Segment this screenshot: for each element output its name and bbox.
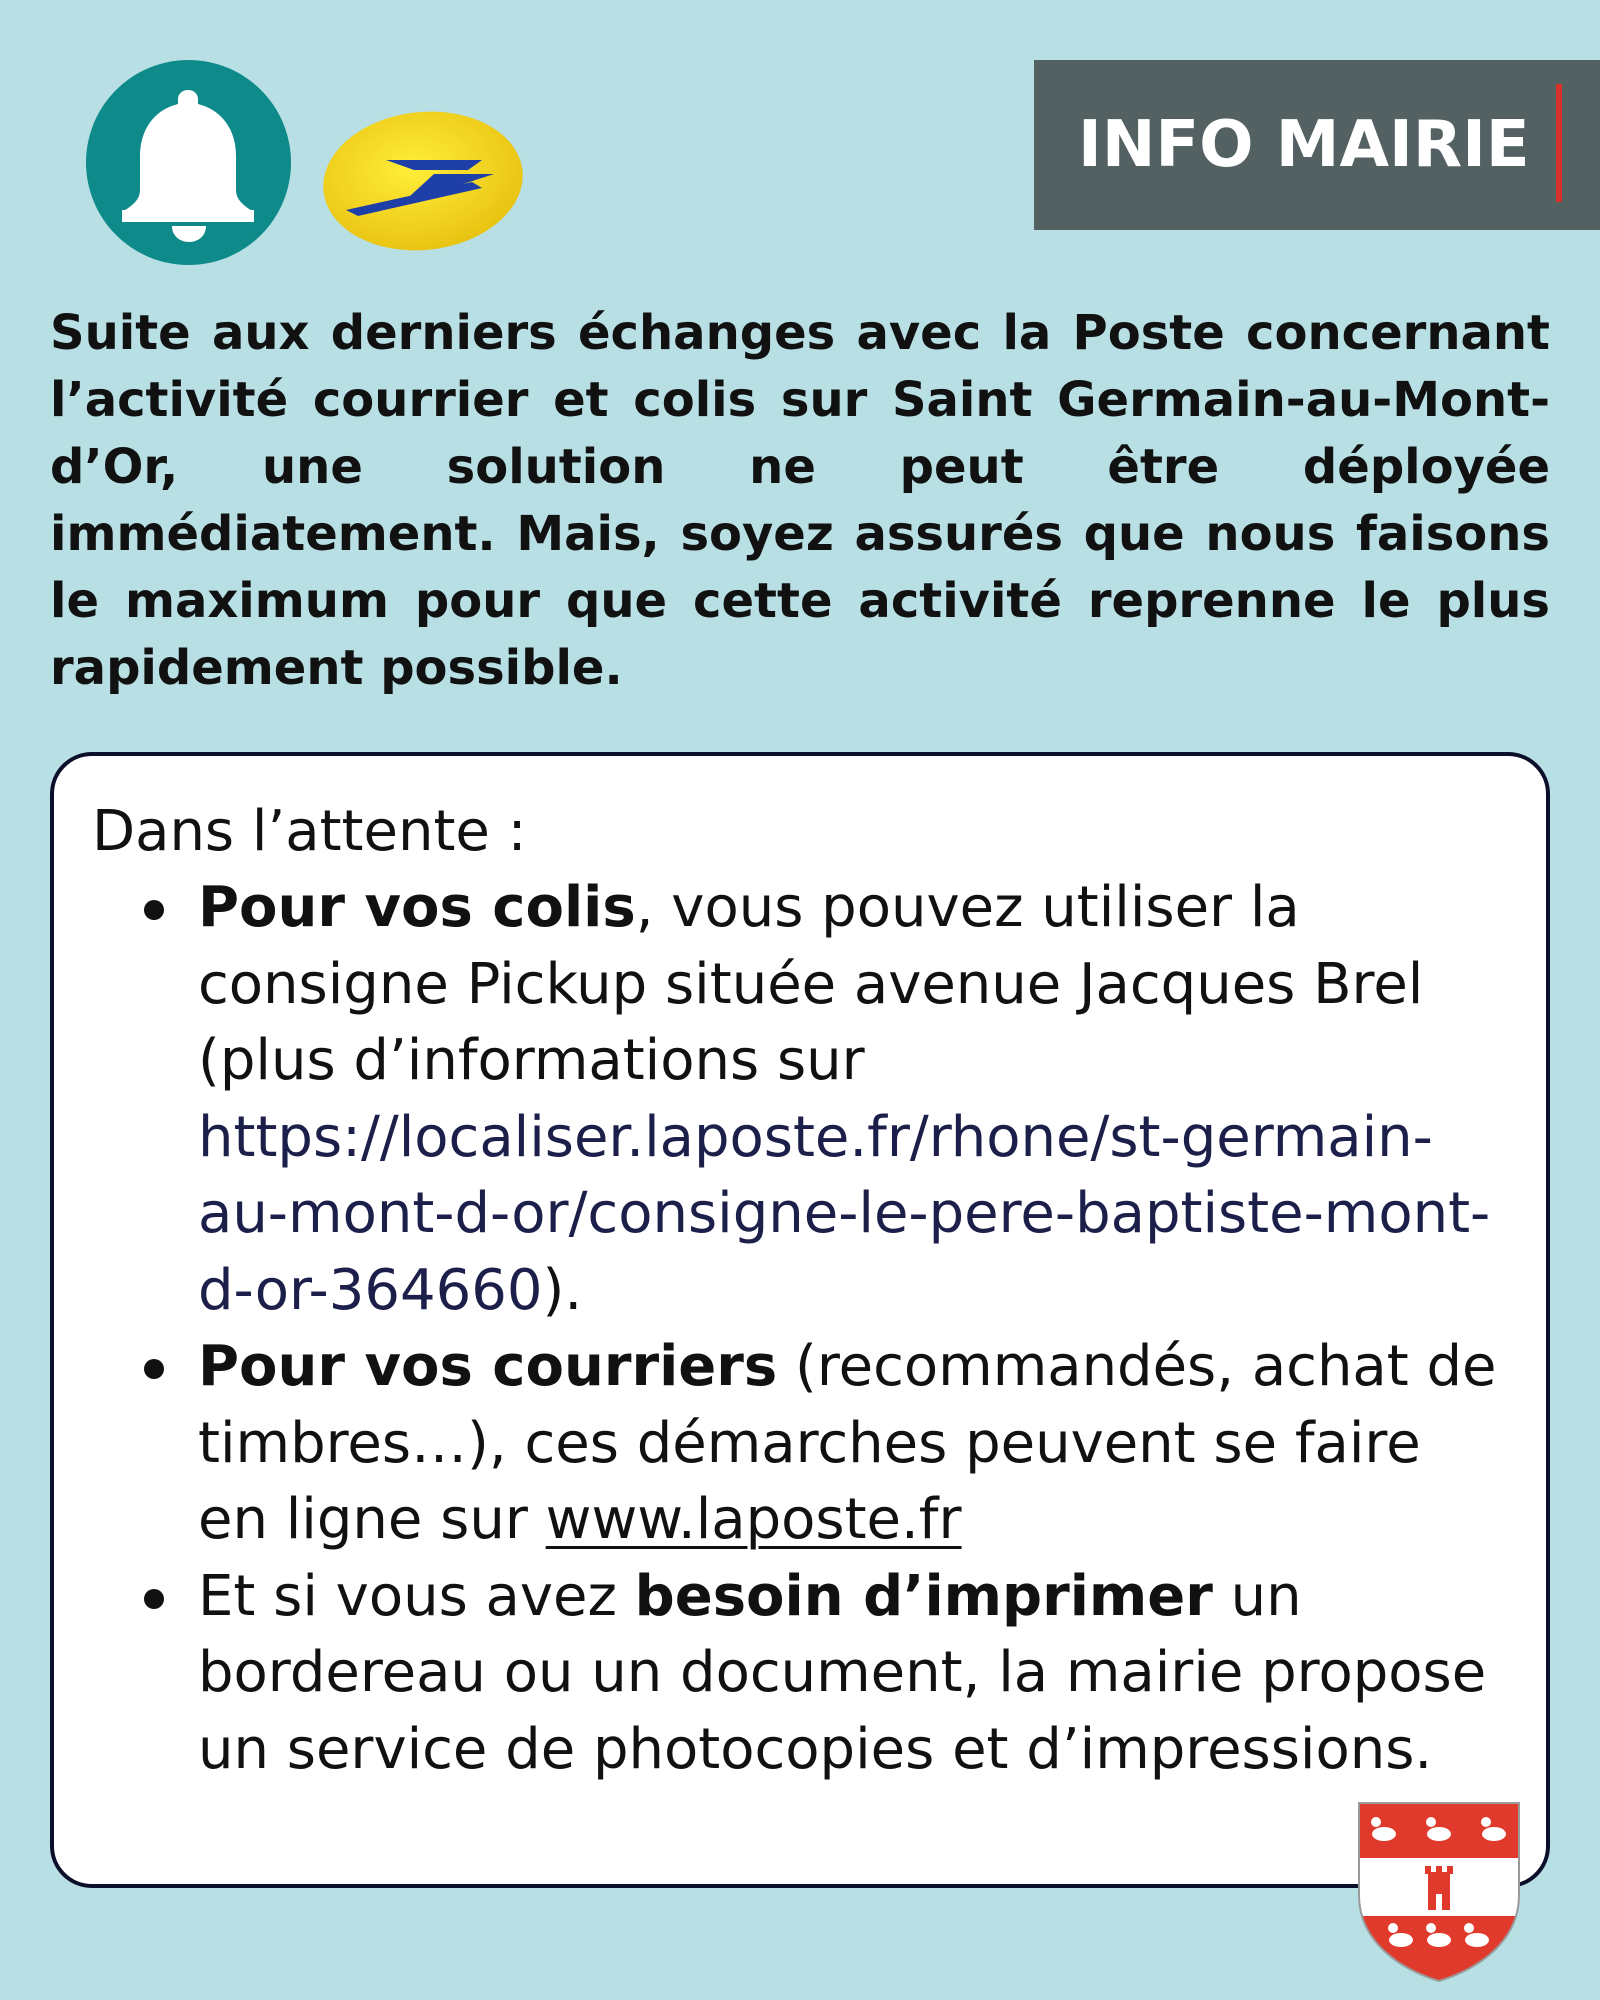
item-bold: Pour vos courriers (198, 1334, 778, 1399)
item-bold: Pour vos colis (198, 875, 636, 940)
item-text: , vous pouvez utiliser la consigne Pickup située avenue Jacques Brel (plus d’informations sur (198, 875, 1424, 1093)
item-text-end: un bordereau ou un document, la mairie propose un service de photocopies et d’impressions. (198, 1563, 1487, 1782)
banner-title: INFO MAIRIE (1078, 108, 1530, 182)
bell-icon (86, 60, 291, 265)
item-bold: besoin d’imprimer (634, 1563, 1213, 1629)
bullet-icon (144, 1589, 164, 1609)
intro-paragraph: Suite aux derniers échanges avec la Poste concernant l’activité courrier et colis sur Saint Germain-au-Mont-d’Or, une solution ne peut être déployée immédiatement. Mais, soyez assurés que nous faisons le maximum pour que cette activité reprenne le plus rapidement possible. (50, 305, 1550, 696)
card-lead: Dans l’attente : (92, 799, 527, 864)
item-text-end: ). (542, 1257, 583, 1323)
bullet-icon (144, 900, 164, 920)
pickup-link[interactable]: https://localiser.laposte.fr/rhone/st-germain-au-mont-d-or/consigne-le-pere-baptiste-mont-d-or-364660 (198, 1104, 1491, 1323)
laposte-link[interactable]: www.laposte.fr (545, 1487, 962, 1552)
town-coat-of-arms-icon (1356, 1800, 1522, 1984)
list-item-impression (198, 1559, 1498, 1789)
la-poste-logo (322, 110, 524, 252)
info-banner (1034, 60, 1600, 230)
info-list (198, 870, 1498, 1788)
list-item-colis (198, 870, 1498, 1329)
item-text: Et si vous avez (198, 1563, 635, 1629)
banner-accent-bar (1556, 84, 1562, 202)
list-item-courriers (198, 1329, 1498, 1559)
info-card (50, 752, 1550, 1888)
bullet-icon (144, 1359, 164, 1379)
item-text: (recommandés, achat de timbres…), ces démarches peuvent se faire en ligne sur (198, 1334, 1497, 1552)
